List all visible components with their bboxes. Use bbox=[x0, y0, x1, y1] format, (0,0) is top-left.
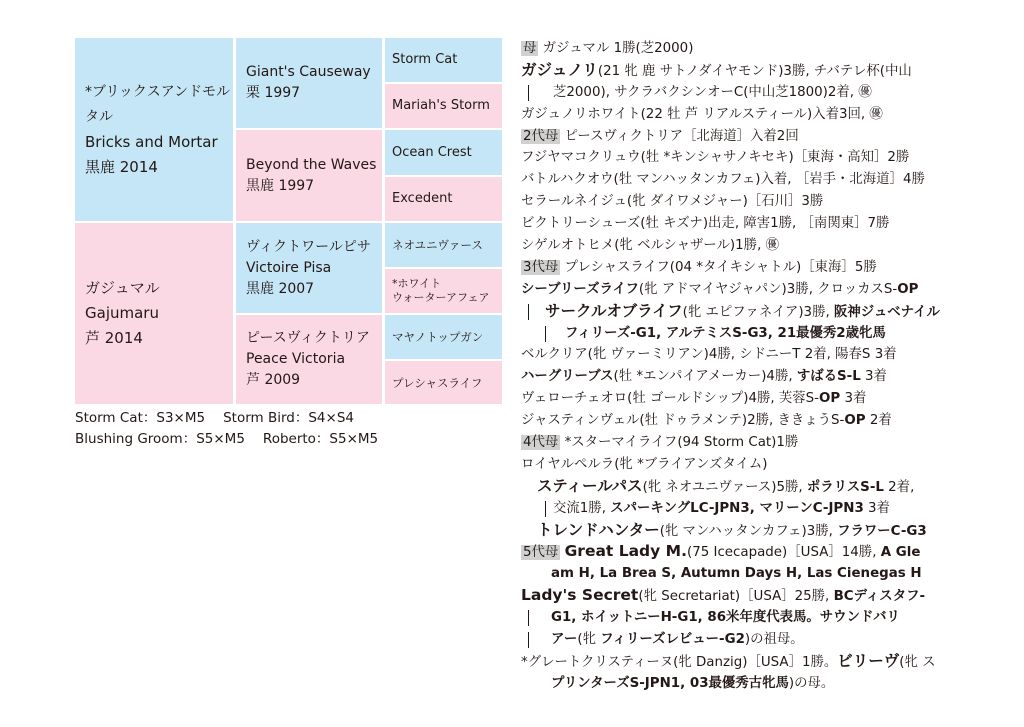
line-text: バトルハクオウ(牡 マンハッタンカフェ)入着, ［岩手・北海道］4勝 bbox=[521, 172, 925, 188]
line-text: プレシャスライフ(04 *タイキシャトル)［東海］5勝 bbox=[560, 259, 877, 275]
race-title-bold: スパーキングLC-JPN3, マリーンC-JPN3 bbox=[610, 500, 864, 516]
line-text: シゲルオトヒメ(牝 ベルシャザール)1勝, ㊝ bbox=[521, 238, 779, 254]
sire-name-jp: *ブリックスアンドモルタル bbox=[85, 83, 231, 125]
inbreeding-1: Storm Cat：S3×M5 bbox=[75, 410, 206, 426]
dam-sire-cell bbox=[236, 223, 382, 313]
indent-bar bbox=[545, 501, 546, 517]
generation-tag: 母 bbox=[523, 41, 537, 56]
gen3-cell-1 bbox=[385, 38, 502, 82]
race-title-bold: フィリーズ-G1, アルテミスS-G3, 21最優秀2歳牝馬 bbox=[565, 325, 886, 341]
line-text: ピースヴィクトリア［北海道］入着2回 bbox=[560, 128, 799, 144]
horse-name-bold: ガジュノリ bbox=[521, 60, 598, 79]
gen3-cell-7 bbox=[385, 315, 502, 359]
family-line bbox=[521, 323, 961, 345]
family-line bbox=[521, 60, 961, 82]
line-text: ベルクリア(牝 ヴァーミリアン)4勝, シドニーT 2着, 陽春S 3着 bbox=[521, 347, 897, 363]
inbreeding-4: Roberto：S5×M5 bbox=[262, 431, 379, 447]
race-title-bold: ポラリスS-L bbox=[806, 479, 884, 495]
family-line bbox=[521, 257, 961, 279]
sire-name-en: Bricks and Mortar bbox=[85, 132, 218, 151]
line-text: (牡 *エンパイアメーカー)4勝, bbox=[613, 369, 797, 385]
family-line bbox=[521, 563, 961, 585]
sire-sire-year: 栗 1997 bbox=[246, 85, 301, 101]
indent-bar bbox=[545, 326, 546, 342]
indent-bar bbox=[528, 632, 529, 648]
family-line bbox=[521, 498, 961, 520]
line-text: セラールネイジュ(牝 ダイワメジャー)［石川］3勝 bbox=[521, 194, 824, 210]
generation-tag: 3代母 bbox=[523, 259, 559, 275]
family-line bbox=[521, 585, 961, 607]
race-title-bold: am H, La Brea S, Autumn Days H, Las Cienegas H bbox=[551, 566, 922, 582]
line-text: 3着 bbox=[863, 500, 890, 516]
generation-tag: 4代母 bbox=[523, 435, 559, 451]
race-title-bold: フラワーC-G3 bbox=[837, 523, 927, 539]
race-title-bold: BCディスタフ- bbox=[833, 589, 926, 605]
line-text: (牝 Secretariat)［USA］25勝, bbox=[638, 589, 834, 605]
line-text: (牝 アドマイヤジャパン)3勝, クロッカスS- bbox=[638, 281, 898, 297]
dam-dam-name-jp: ピースヴィクトリア bbox=[246, 330, 370, 346]
line-text: フジヤマコクリュウ(牡 *キンシャサノキセキ)［東海・高知］2勝 bbox=[521, 150, 910, 166]
family-line bbox=[521, 520, 961, 542]
race-title-bold: G1, ホイットニーH-G1, 86米年度代表馬。 bbox=[551, 610, 820, 626]
family-line bbox=[521, 454, 961, 476]
dam-name-en: Gajumaru bbox=[85, 304, 159, 322]
family-line bbox=[521, 629, 961, 651]
family-line bbox=[521, 541, 961, 563]
gen3-name-7: マヤノトップガン bbox=[392, 330, 484, 344]
family-line bbox=[521, 476, 961, 498]
dam-sire-name-jp: ヴィクトワールピサ bbox=[246, 238, 371, 255]
family-line bbox=[521, 104, 961, 126]
sire-dam-cell bbox=[236, 130, 382, 221]
line-text: (21 牝 鹿 サトノダイヤモンド)3勝, チバテレ杯(中山 bbox=[597, 63, 912, 79]
race-title-bold: 阪神ジュベナイル bbox=[833, 304, 940, 320]
horse-name-bold: ハーグリーブス bbox=[521, 369, 614, 385]
inbreeding-notes bbox=[75, 408, 396, 450]
family-record bbox=[521, 38, 961, 695]
line-text: (牝 マンハッタンカフェ)3勝, bbox=[659, 523, 838, 539]
line-text: 3着 bbox=[860, 369, 887, 385]
family-line bbox=[521, 213, 961, 235]
sire-color-year: 黒鹿 2014 bbox=[85, 157, 158, 176]
inbreeding-3: Blushing Groom：S5×M5 bbox=[75, 431, 245, 447]
horse-name-bold: アー bbox=[551, 632, 578, 648]
sire-dam-year: 黒鹿 1997 bbox=[246, 177, 315, 194]
family-line bbox=[521, 366, 961, 388]
gen3-name-4: Excedent bbox=[392, 191, 453, 206]
gen3-name-6b: ウォーターアフェア bbox=[392, 291, 490, 304]
line-text: )の母。 bbox=[788, 675, 835, 691]
sire-sire-name: Giant's Causeway bbox=[246, 64, 371, 80]
family-line bbox=[521, 410, 961, 432]
gen3-cell-8 bbox=[385, 361, 502, 404]
pedigree-table bbox=[75, 38, 502, 404]
line-text: 交流1勝, bbox=[553, 500, 611, 516]
family-line bbox=[521, 82, 961, 104]
horse-name-bold: スティールパス bbox=[537, 476, 643, 495]
dam-name-jp: ガジュマル bbox=[85, 279, 160, 297]
dam-sire-name-en: Victoire Pisa bbox=[246, 259, 332, 276]
family-line bbox=[521, 38, 961, 60]
sire-cell bbox=[75, 38, 233, 221]
line-text: (牝 ネオユニヴァース)5勝, bbox=[642, 479, 807, 495]
line-text: ジャスティンヴェル(牡 ドゥラメンテ)2勝, ききょうS- bbox=[521, 413, 845, 429]
sire-sire-cell bbox=[236, 38, 382, 128]
line-text: )の祖母。 bbox=[744, 632, 804, 648]
family-line bbox=[521, 673, 961, 695]
family-line bbox=[521, 651, 961, 673]
line-text: (牝 エピファネイア)3勝, bbox=[682, 304, 834, 320]
family-line bbox=[521, 191, 961, 213]
family-line bbox=[521, 344, 961, 366]
dam-dam-name-en: Peace Victoria bbox=[246, 351, 346, 367]
race-title-bold: プリンターズS-JPN1, 03最優秀古牝馬 bbox=[551, 675, 789, 691]
gen3-name-2: Mariah's Storm bbox=[392, 98, 490, 113]
indent-bar bbox=[528, 610, 529, 626]
gen3-cell-4 bbox=[385, 177, 502, 221]
indent-bar bbox=[528, 85, 529, 101]
race-grade: OP bbox=[897, 281, 919, 297]
gen3-name-1: Storm Cat bbox=[392, 52, 458, 67]
horse-name-bold: トレンドハンター bbox=[537, 520, 660, 539]
dam-dam-cell bbox=[236, 315, 382, 404]
dam-dam-year: 芦 2009 bbox=[246, 372, 301, 388]
line-text: ビクトリーシューズ(牡 キズナ)出走, 障害1勝, ［南関東］7勝 bbox=[521, 216, 890, 232]
indent-bar bbox=[528, 304, 529, 320]
dam-cell bbox=[75, 223, 233, 404]
line-text: ガジュマル 1勝(芝2000) bbox=[538, 41, 694, 56]
dam-color-year: 芦 2014 bbox=[85, 329, 143, 347]
line-text: 3着 bbox=[840, 391, 867, 407]
generation-tag: 2代母 bbox=[523, 128, 559, 144]
line-text: ロイヤルペルラ(牝 *ブライアンズタイム) bbox=[521, 456, 768, 472]
inbreeding-2: Storm Bird：S4×S4 bbox=[223, 410, 354, 426]
family-line bbox=[521, 235, 961, 257]
race-title-bold: A Gle bbox=[880, 545, 921, 561]
dam-sire-year: 黒鹿 2007 bbox=[246, 280, 315, 297]
family-line bbox=[521, 432, 961, 454]
gen3-cell-3 bbox=[385, 130, 502, 175]
family-line bbox=[521, 147, 961, 169]
race-title-bold: すばるS-L bbox=[796, 369, 861, 385]
sire-dam-name: Beyond the Waves bbox=[246, 156, 377, 173]
gen3-cell-6 bbox=[385, 269, 502, 313]
gen3-cell-2 bbox=[385, 84, 502, 128]
gen3-name-5: ネオユニヴァース bbox=[392, 238, 483, 252]
horse-name-bold: サークルオブライフ bbox=[545, 301, 683, 320]
family-line bbox=[521, 279, 961, 301]
line-text: *スターマイライフ(94 Storm Cat)1勝 bbox=[560, 435, 799, 451]
line-text: *グレートクリスティーヌ(牝 Danzig)［USA］1勝。 bbox=[521, 654, 838, 670]
horse-name-bold: シーブリーズライフ bbox=[521, 281, 639, 297]
gen3-name-8: プレシャスライフ bbox=[392, 375, 483, 390]
line-text: ガジュノリホワイト(22 牡 芦 リアルスティール)入着3回, ㊝ bbox=[521, 106, 883, 122]
family-line bbox=[521, 126, 961, 148]
generation-tag: 5代母 bbox=[523, 545, 559, 561]
gen3-name-3: Ocean Crest bbox=[392, 144, 472, 160]
race-title-bold: フィリーズレビュー-G2 bbox=[600, 632, 745, 648]
family-line bbox=[521, 388, 961, 410]
race-grade: OP bbox=[844, 413, 866, 429]
line-text: (75 Icecapade)［USA］14勝, bbox=[686, 545, 881, 561]
horse-name-bold: Great Lady M. bbox=[564, 542, 687, 561]
gen3-name-6a: *ホワイト bbox=[392, 277, 442, 290]
family-line bbox=[521, 169, 961, 191]
line-text: (牝 bbox=[577, 632, 601, 648]
horse-name-bold: ビリーヴ bbox=[837, 651, 900, 670]
line-text: 2着, bbox=[883, 479, 915, 495]
line-text: (牝 ス bbox=[899, 654, 936, 670]
line-text: 芝2000), サクラバクシンオーC(中山芝1800)2着, ㊝ bbox=[553, 84, 872, 100]
family-line bbox=[521, 301, 961, 323]
family-line bbox=[521, 607, 961, 629]
line-text: 2着 bbox=[865, 413, 892, 429]
horse-name-bold: Lady's Secret bbox=[521, 586, 639, 605]
horse-name-bold: サウンドバリ bbox=[819, 610, 900, 626]
race-grade: OP bbox=[819, 391, 841, 407]
gen3-cell-5 bbox=[385, 223, 502, 267]
line-text: ヴェローチェオロ(牡 ゴールドシップ)4勝, 芙蓉S- bbox=[521, 391, 820, 407]
